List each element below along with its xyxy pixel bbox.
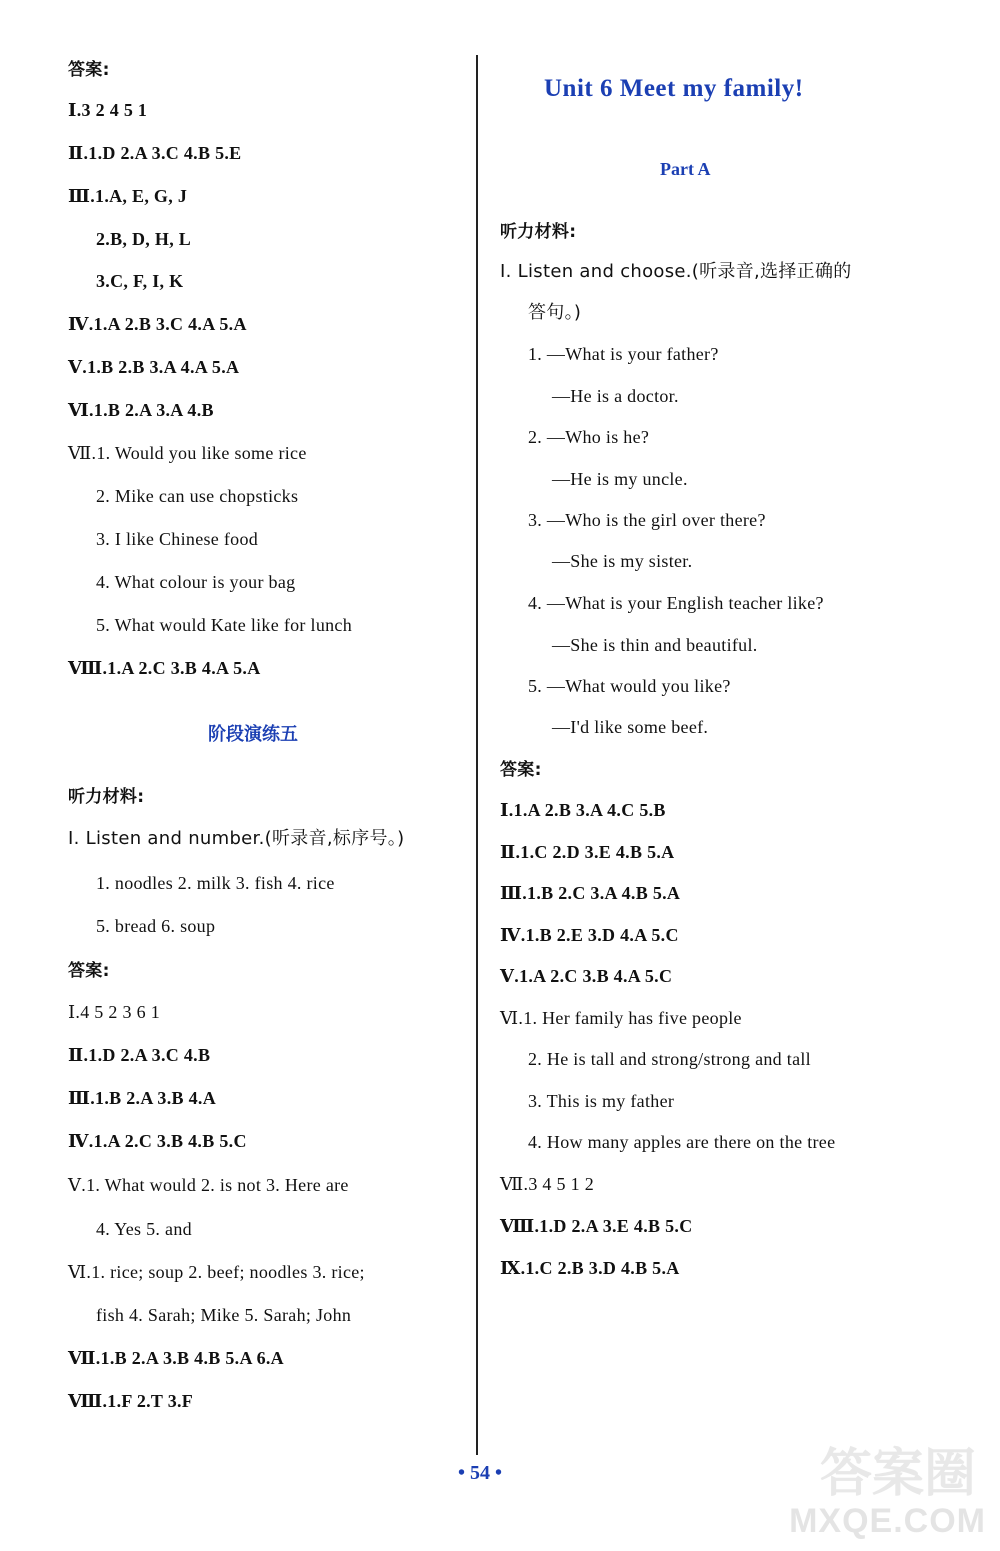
listening-line: 5. bread 6. soup	[96, 916, 216, 936]
stage-title: 阶段演练五	[208, 724, 298, 745]
answer-line: Ⅳ.1.A 2.B 3.C 4.A 5.A	[68, 314, 247, 334]
answer-line: 2. Mike can use chopsticks	[96, 486, 299, 506]
listening-line: 1. —What is your father?	[528, 344, 719, 364]
watermark-logo-icon: 答案圈	[819, 1444, 976, 1504]
answers-label: 答案:	[500, 760, 542, 780]
answer-line: Ⅶ.1.B 2.A 3.B 4.B 5.A 6.A	[68, 1348, 284, 1368]
answer-line: Ⅵ.1. rice; soup 2. beef; noodles 3. rice;	[68, 1262, 365, 1282]
answer-line: Ⅰ.4 5 2 3 6 1	[68, 1002, 161, 1022]
answers-label: 答案:	[68, 60, 110, 80]
answer-line: Ⅲ.1.A, E, G, J	[68, 186, 188, 206]
listening-line: —She is thin and beautiful.	[552, 635, 758, 655]
listening-line: 答句。)	[528, 302, 582, 323]
answer-line: Ⅴ.1. What would 2. is not 3. Here are	[68, 1175, 349, 1195]
listening-line: —I'd like some beef.	[552, 717, 709, 737]
watermark	[789, 1431, 986, 1541]
answer-line: Ⅰ.3 2 4 5 1	[68, 100, 148, 120]
answer-line: 3. I like Chinese food	[96, 529, 259, 549]
listening-label: 听力材料:	[68, 787, 145, 807]
part-title: Part A	[660, 159, 711, 179]
listening-label: 听力材料:	[500, 222, 577, 242]
answer-line: Ⅳ.1.B 2.E 3.D 4.A 5.C	[500, 925, 679, 945]
answer-line: Ⅱ.1.C 2.D 3.E 4.B 5.A	[500, 842, 675, 862]
listening-line: 5. —What would you like?	[528, 676, 731, 696]
listening-line: 4. —What is your English teacher like?	[528, 593, 824, 613]
answer-line: Ⅷ.1.D 2.A 3.E 4.B 5.C	[500, 1216, 693, 1236]
answer-line: Ⅲ.1.B 2.A 3.B 4.A	[68, 1088, 217, 1108]
listening-line: Ⅰ. Listen and choose.(听录音,选择正确的	[500, 261, 852, 282]
answer-line: 5. What would Kate like for lunch	[96, 615, 353, 635]
answer-line: Ⅷ.1.F 2.T 3.F	[68, 1391, 194, 1411]
answer-line: Ⅸ.1.C 2.B 3.D 4.B 5.A	[500, 1258, 680, 1278]
listening-line: —He is my uncle.	[552, 469, 688, 489]
answer-line: Ⅷ.1.A 2.C 3.B 4.A 5.A	[68, 658, 261, 678]
watermark-text: MXQE.COM	[789, 1502, 986, 1540]
answer-line: Ⅶ.1. Would you like some rice	[68, 443, 307, 463]
listening-line: —He is a doctor.	[552, 386, 679, 406]
answer-line: Ⅵ.1.B 2.A 3.A 4.B	[68, 400, 214, 420]
listening-line: 3. —Who is the girl over there?	[528, 510, 766, 530]
listening-line: 1. noodles 2. milk 3. fish 4. rice	[96, 873, 335, 893]
answer-line: Ⅰ.1.A 2.B 3.A 4.C 5.B	[500, 800, 666, 820]
answer-line: 3. This is my father	[528, 1091, 675, 1111]
answer-line: fish 4. Sarah; Mike 5. Sarah; John	[96, 1305, 352, 1325]
answer-line: Ⅱ.1.D 2.A 3.C 4.B 5.E	[68, 143, 242, 163]
answer-line: 4. Yes 5. and	[96, 1219, 192, 1239]
answer-line: Ⅴ.1.A 2.C 3.B 4.A 5.C	[500, 966, 673, 986]
page-number: • 54 •	[457, 1462, 502, 1484]
answer-line: 4. What colour is your bag	[96, 572, 296, 592]
unit-title: Unit 6 Meet my family!	[544, 75, 804, 102]
listening-line: Ⅰ. Listen and number.(听录音,标序号。)	[68, 828, 405, 849]
answers-label: 答案:	[68, 961, 110, 981]
answer-line: Ⅴ.1.B 2.B 3.A 4.A 5.A	[68, 357, 240, 377]
answer-line: 2.B, D, H, L	[96, 229, 192, 249]
answer-line: Ⅵ.1. Her family has five people	[500, 1008, 742, 1028]
answer-line: 3.C, F, I, K	[96, 271, 184, 291]
answer-line: Ⅲ.1.B 2.C 3.A 4.B 5.A	[500, 883, 681, 903]
answer-line: Ⅱ.1.D 2.A 3.C 4.B	[68, 1045, 211, 1065]
answer-line: Ⅳ.1.A 2.C 3.B 4.B 5.C	[68, 1131, 247, 1151]
answer-line: 2. He is tall and strong/strong and tall	[528, 1049, 811, 1069]
answer-line: 4. How many apples are there on the tree	[528, 1132, 836, 1152]
column-divider	[476, 55, 478, 1455]
answer-line: Ⅶ.3 4 5 1 2	[500, 1174, 595, 1194]
listening-line: —She is my sister.	[552, 551, 693, 571]
listening-line: 2. —Who is he?	[528, 427, 650, 447]
